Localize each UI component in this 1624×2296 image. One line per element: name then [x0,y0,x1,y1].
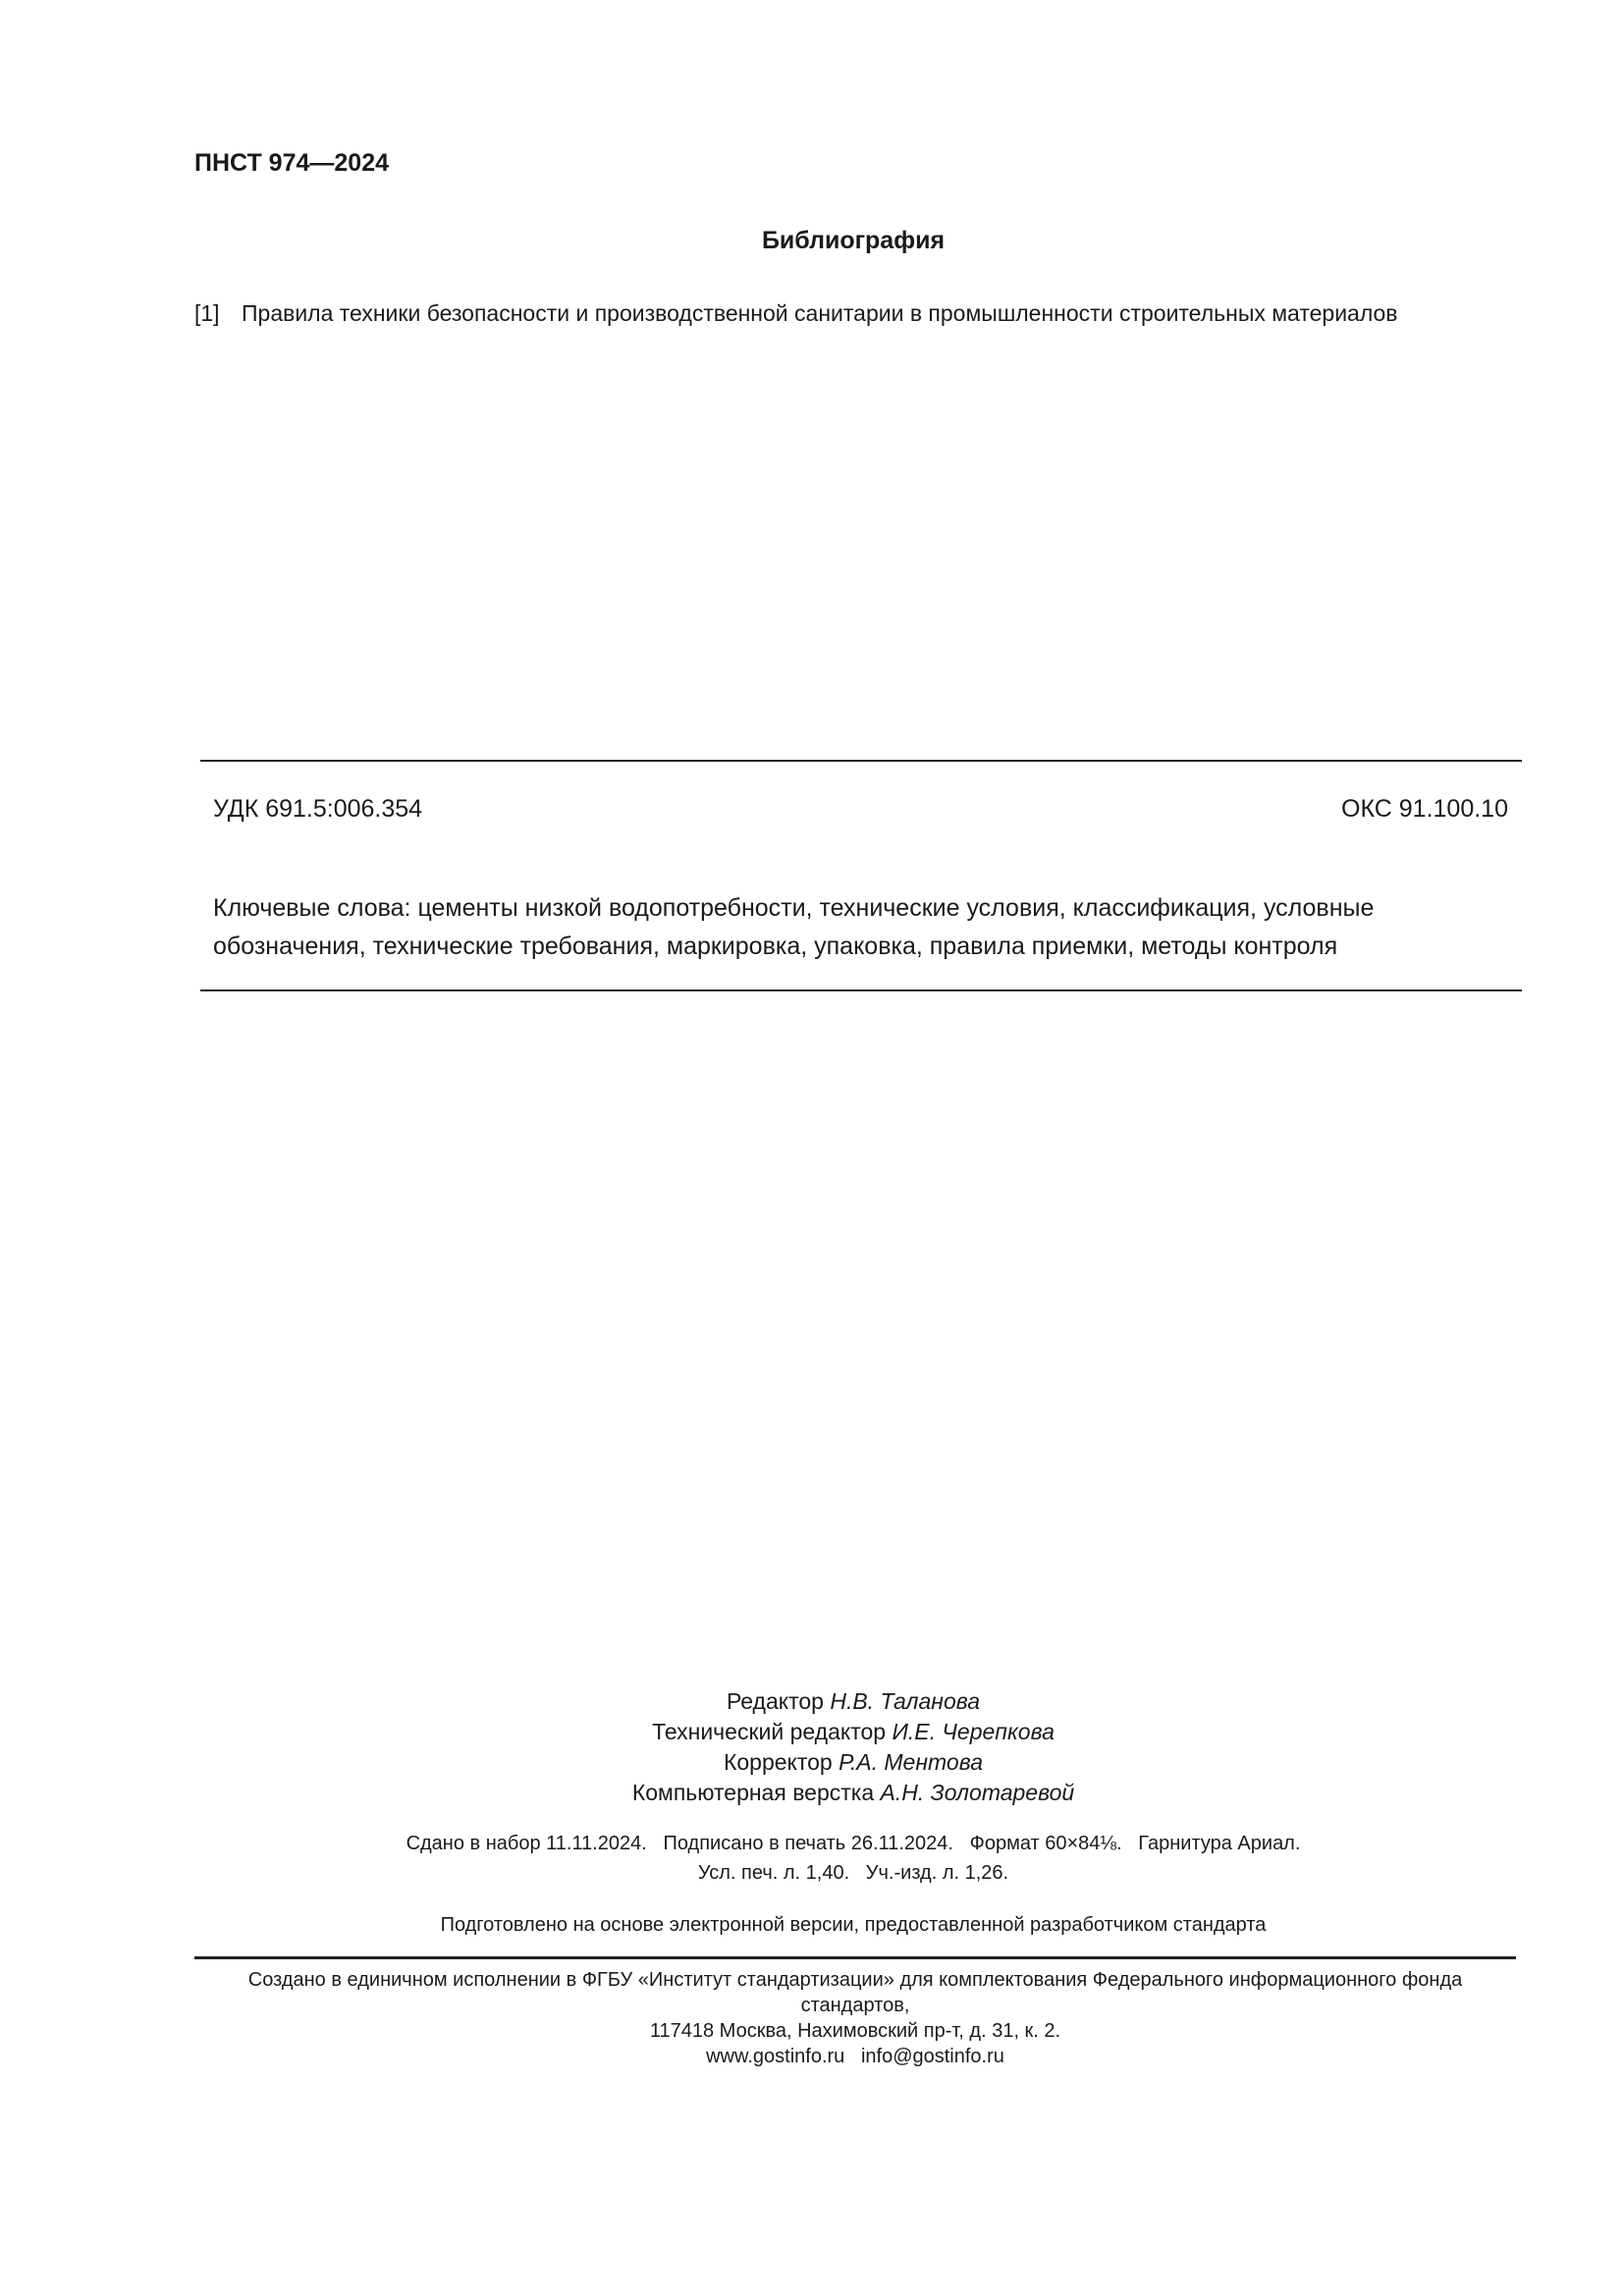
credit-role: Технический редактор [652,1719,887,1744]
publisher-email[interactable]: info@gostinfo.ru [860,2046,1004,2067]
print-info-line2: Усл. печ. л. 1,40. Уч.-изд. л. 1,26. [697,1862,1009,1884]
bibliography-item [194,300,1398,327]
credit-name: Н.В. Таланова [830,1688,981,1714]
credit-role: Компьютерная верстка [631,1780,875,1805]
bibliography-title: Библиография [761,227,946,254]
divider-top [200,760,1522,762]
prepared-note: Подготовлено на основе электронной версии, предоставленной разработчиком стандарта [440,1914,1267,1936]
keywords-block [213,889,1519,966]
publisher-block [194,1967,1516,2069]
divider-bottom [200,989,1522,991]
publisher-contacts [194,2044,1516,2069]
credit-layout [0,1778,1624,1808]
credit-proofreader [0,1747,1624,1778]
publisher-address: 117418 Москва, Нахимовский пр-т, д. 31, к. 2. [649,2020,1061,2042]
credit-tech-editor [0,1717,1624,1747]
print-info-line1: Сдано в набор 11.11.2024. Подписано в печать 26.11.2024. Формат 60×84⅛. Гарнитура Ариал. [406,1833,1301,1854]
publisher-line1: Создано в единичном исполнении в ФГБУ «Институт стандартизации» для комплектования Федерального информационного фонда стандартов, [247,1969,1463,2016]
credit-role: Корректор [723,1749,833,1775]
credit-name: И.Е. Черепкова [892,1719,1055,1744]
publisher-website[interactable]: www.gostinfo.ru [706,2046,845,2067]
keywords-label: Ключевые слова: [213,894,411,922]
bibliography-item-text: Правила техники безопасности и производственной санитарии в промышленности строительных материалов [242,300,1398,326]
credit-name: А.Н. Золотаревой [880,1780,1075,1805]
document-number: ПНСТ 974—2024 [194,149,389,177]
credit-name: Р.А. Ментова [839,1749,983,1775]
udk-code: УДК 691.5:006.354 [213,795,423,823]
credit-editor [0,1686,1624,1717]
credits-block [0,1686,1624,1808]
keywords-text: цементы низкой водопотребности, технические условия, классификация, условные обозначения, технические требования, маркировка, упаковка, правила приемки, методы контроля [213,894,1375,960]
credit-role: Редактор [726,1688,824,1714]
oks-code: ОКС 91.100.10 [1341,795,1508,823]
publisher-divider [194,1956,1516,1959]
bibliography-item-number: [1] [194,300,220,326]
